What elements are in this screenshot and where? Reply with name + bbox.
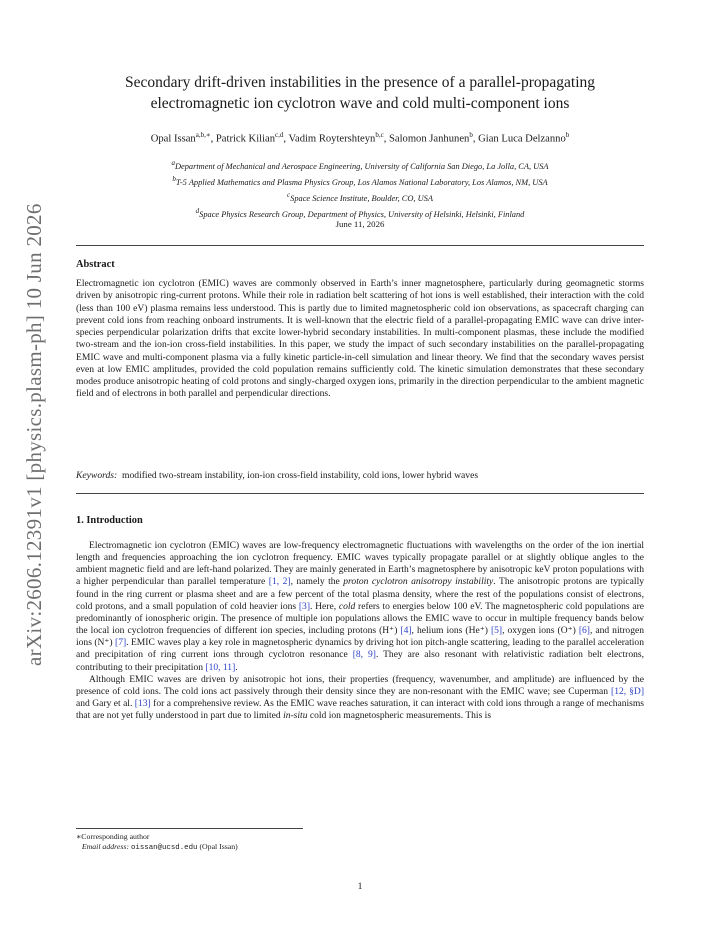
body-text: . The anisotropic protons are typically found in the ring current or plasma sheet and are a few percent of the total plasma density, where the rest of the populations consist of electrons, cold protons, and a small population of cold heavier ions bbox=[76, 576, 644, 612]
affiliation-line bbox=[76, 173, 644, 189]
author-affiliation-marks: c,d bbox=[275, 131, 284, 139]
author-affiliation-marks: a,b,∗ bbox=[195, 131, 211, 139]
citation-link[interactable]: [1, 2] bbox=[268, 576, 291, 588]
citation-link[interactable]: [6] bbox=[578, 625, 590, 637]
affiliation-text: T-5 Applied Mathematics and Plasma Physics Group, Los Alamos National Laboratory, Los Alamos, NM, USA bbox=[175, 177, 548, 187]
author-name: Patrick Kilian bbox=[215, 133, 276, 145]
author-affiliation-marks: b,c bbox=[375, 131, 384, 139]
footnote-email-line bbox=[76, 842, 238, 853]
keywords-text: modified two-stream instability, ion-ion cross-field instability, cold ions, lower hybrid waves bbox=[122, 470, 479, 481]
footnote-corresponding: ∗Corresponding author bbox=[76, 832, 150, 841]
author-list: Opal Issan$^{a,b,∗}$, Patrick Kilian$^{c,d}$, Vadim Roytershteyn$^{b,c}$, Salomon Janhunen$^b$, Gian Luca Delzanno$^b$ bbox=[150, 131, 570, 145]
citation-link[interactable]: [4] bbox=[400, 625, 412, 637]
body-text: . EMIC waves play a key role in magnetospheric dynamics by driving hot ion pitch-angle scattering, leading to the parallel acceleration and precipitation of ring current ions through cyclotron resonance bbox=[76, 637, 644, 661]
paper-title bbox=[76, 72, 644, 114]
body-text: Although EMIC waves are driven by anisotropic hot ions, their properties (frequency, wavenumber, and amplitude) are influenced by the presence of cold ions. The cold ions act passively through their density since they are non-resonant with the EMIC wave; see Cuperman bbox=[76, 673, 644, 697]
intro-paragraph-2 bbox=[76, 674, 644, 723]
affiliation-mark: b bbox=[172, 175, 176, 184]
author-affiliation-marks: b bbox=[469, 131, 473, 139]
body-text: . bbox=[235, 661, 238, 673]
affiliation-mark: a bbox=[171, 159, 175, 167]
affiliation-text: Department of Mechanical and Aerospace Engineering, University of California San Diego, La Jolla, CA, USA bbox=[174, 161, 549, 171]
abstract-text: Electromagnetic ion cyclotron (EMIC) waves are commonly observed in Earth’s inner magnetosphere, particularly during geomagnetic storms driven by anisotropic ring-current protons. While their role in radiation belt scattering of hot ions is well established, their interaction with the cold (less than 100 eV) plasma remains less understood. This is partly due to limited magnetospheric cold ion observations, as spacecraft charging can prevent cold ions from reaching onboard instruments. It is well-known that the electric field of a parallel-propagating EMIC wave can drive inter-species perpendicular polarization drifts that excite lower-hybrid secondary instabilities. In multi-component plasmas, these include the modified two-stream and the ion-ion cross-field instabilities. In this paper, we study the impact of such secondary instabilities on the parallel-propagating EMIC wave and multi-component plasma via a fully kinetic particle-in-cell simulation and linear theory. We find that the secondary waves persist even at low EMIC amplitudes, provided the cold population remains sufficiently cold. The kinetic simulation demonstrates that these secondary modes produce anisotropic heating of cold protons and singly-charged oxygen ions, primarily in the direction perpendicular to the ambient magnetic field and of electrons in both parallel and perpendicular directions. bbox=[76, 278, 644, 400]
citation-link[interactable]: [5] bbox=[490, 625, 503, 637]
paper-date: June 11, 2026 bbox=[335, 219, 385, 229]
footnote-rule bbox=[76, 828, 303, 829]
author-name: Salomon Janhunen bbox=[388, 133, 470, 145]
email-label: Email address: bbox=[81, 842, 129, 852]
body-text: and Gary et al. bbox=[76, 698, 135, 710]
body-text: , oxygen ions (O⁺) bbox=[502, 625, 579, 637]
emphasis-text: cold bbox=[338, 600, 356, 612]
citation-link[interactable]: [3] bbox=[298, 600, 311, 612]
affiliation-mark: d bbox=[195, 207, 200, 216]
affiliation-line bbox=[76, 189, 644, 205]
section-heading-introduction: 1. Introduction bbox=[76, 515, 143, 526]
body-text: for a comprehensive review. As the EMIC wave reaches saturation, it can interact with cold ions through a range of mechanisms that are not yet fully understood in part due to limited bbox=[76, 698, 644, 722]
author-name: Vadim Roytershteyn bbox=[288, 133, 376, 145]
body-text: . They are also resonant with relativistic radiation belt electrons, contributing to their precipitation bbox=[76, 649, 644, 673]
affiliation-list bbox=[76, 157, 644, 221]
intro-paragraph-1 bbox=[76, 540, 644, 674]
emphasis-text: proton cyclotron anisotropy instability bbox=[343, 576, 494, 588]
arxiv-identifier: arXiv:2606.12391v1 [physics.plasm-ph] 10 Jun 2026 bbox=[22, 203, 46, 666]
abstract-heading: Abstract bbox=[76, 259, 115, 270]
affiliation-text: Space Science Institute, Boulder, CO, USA bbox=[290, 193, 433, 203]
body-text: , helium ions (He⁺) bbox=[411, 625, 491, 637]
title-line-2: electromagnetic ion cyclotron wave and cold multi-component ions bbox=[150, 95, 570, 112]
body-text: , and nitrogen ions (N⁺) bbox=[76, 625, 644, 649]
citation-link[interactable]: [12, §D] bbox=[611, 685, 644, 697]
author-name: Gian Luca Delzanno bbox=[478, 133, 566, 145]
author-affiliation-marks: b bbox=[565, 131, 570, 139]
divider-top bbox=[76, 245, 644, 246]
body-text: . Here, bbox=[310, 600, 339, 612]
affiliation-line bbox=[76, 157, 644, 173]
body-text: cold ion magnetospheric measurements. This is bbox=[307, 710, 492, 722]
citation-link[interactable]: [13] bbox=[134, 698, 151, 710]
page-number: 1 bbox=[357, 881, 363, 892]
keywords-label: Keywords: bbox=[76, 470, 118, 481]
body-text: , namely the bbox=[290, 576, 344, 588]
citation-link[interactable]: [8, 9] bbox=[352, 649, 376, 661]
author-name: Opal Issan bbox=[150, 133, 196, 145]
keywords bbox=[76, 470, 644, 481]
citation-link[interactable]: [7] bbox=[115, 637, 127, 649]
email-owner: (Opal Issan) bbox=[199, 842, 238, 852]
introduction-body bbox=[76, 540, 644, 722]
title-line-1: Secondary drift-driven instabilities in the presence of a parallel-propagating bbox=[125, 74, 595, 91]
emphasis-text: in-situ bbox=[283, 710, 308, 722]
affiliation-mark: c bbox=[287, 191, 291, 200]
body-text: refers to energies below 100 eV. The magnetospheric cold populations are predominantly of ionospheric origin. The presence of multiple ion populations allows the EMIC wave to occur in multiple frequency bands below the local ion cyclotron frequencies of different ion species, including protons (H⁺) bbox=[76, 600, 644, 637]
email-address[interactable]: oissan@ucsd.edu bbox=[130, 844, 198, 853]
body-text: Electromagnetic ion cyclotron (EMIC) waves are low-frequency electromagnetic fluctuations with wavelengths on the order of the ion inertial length and frequencies approaching the ion cyclotron frequency. EMIC waves typically propagate parallel or at slightly oblique angles to the ambient magnetic field and are left-hand polarized. They are mainly generated in Earth’s magnetosphere by anisotropic keV proton populations with a higher perpendicular than parallel temperature bbox=[76, 540, 644, 588]
affiliation-text: Space Physics Research Group, Department of Physics, University of Helsinki, Helsinki, Finland bbox=[199, 210, 525, 220]
divider-bottom bbox=[76, 493, 644, 494]
footnote bbox=[76, 832, 238, 853]
citation-link[interactable]: [10, 11] bbox=[205, 661, 236, 673]
